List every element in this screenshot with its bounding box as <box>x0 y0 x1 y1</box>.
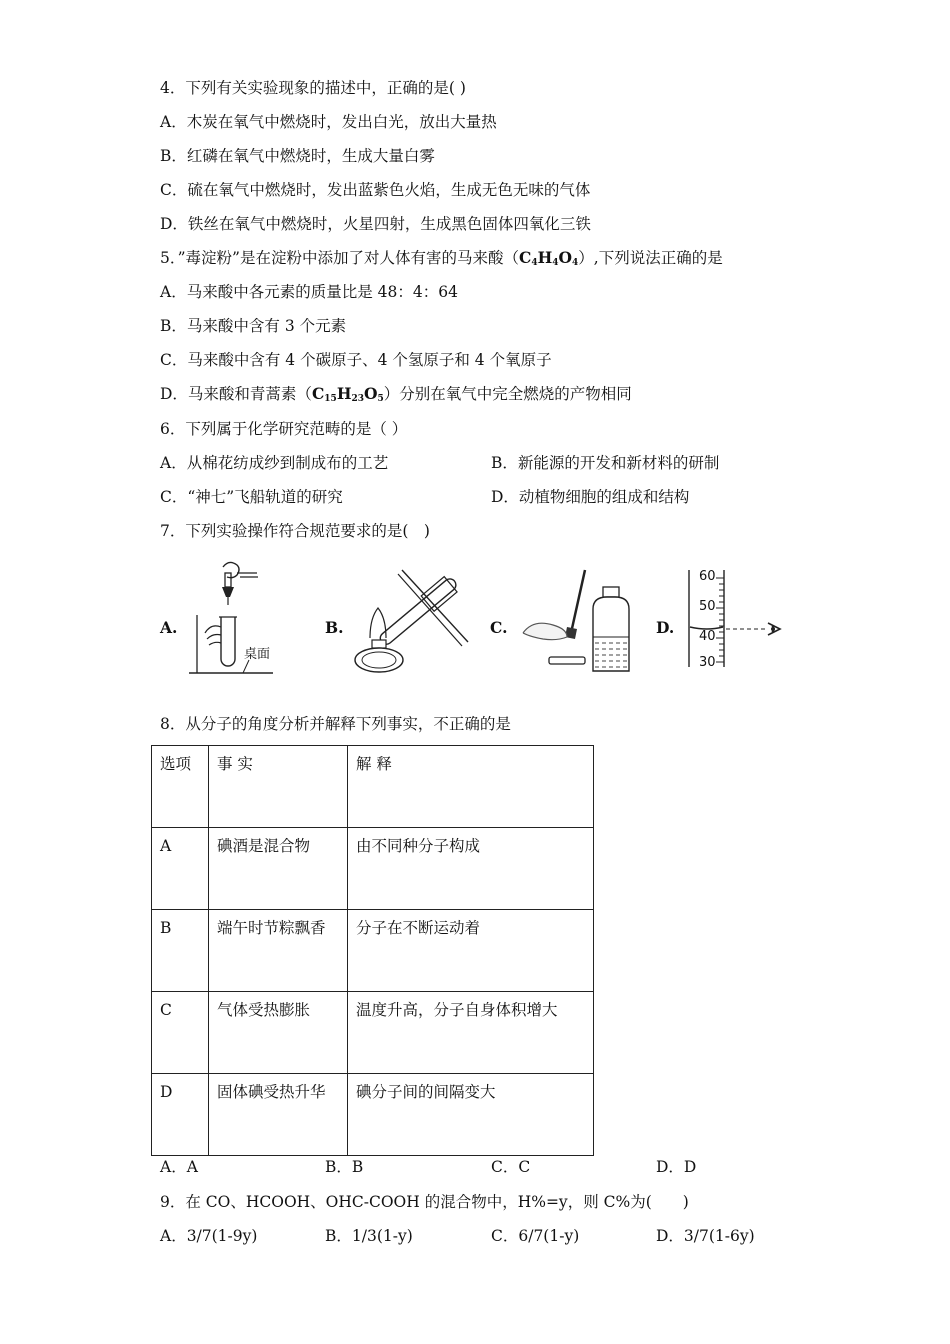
q7-label-a: A. <box>160 618 178 637</box>
table-cell: 分子在不断运动着 <box>348 910 594 992</box>
q8-option-a: A．A <box>160 1158 198 1176</box>
q9-option-d: D．3/7(1-6y) <box>656 1227 755 1245</box>
q5-formula: $C_4H_4O_4$ <box>518 248 579 268</box>
cylinder-tick-40: 40 <box>699 629 716 644</box>
q6-option-d: D．动植物细胞的组成和结构 <box>491 488 690 506</box>
q5-option-a: A．马来酸中各元素的质量比是 48：4：64 <box>160 283 458 301</box>
q5-d-formula: $C_{15}H_{23}O_5$ <box>311 384 384 404</box>
q8-option-b: B．B <box>325 1158 364 1176</box>
q5-stem <box>160 248 723 273</box>
table-cell: 气体受热膨胀 <box>209 992 348 1074</box>
q5-option-d: D．马来酸和青蒿素$(C_{15}H_{23}O_5)$分别在氧气中完全燃烧的产物相同 <box>160 384 632 404</box>
q7-figure-d-cylinder-icon <box>680 565 790 675</box>
q5-stem-pre: 5．”毒淀粉”是在淀粉中添加了对人体有害的马来酸（ <box>160 249 519 267</box>
q7-label-d: D. <box>656 618 675 637</box>
q7-stem: 7．下列实验操作符合规范要求的是( ) <box>160 522 430 540</box>
q7-desk-label: 桌面 <box>244 647 271 662</box>
q7-label-c: C. <box>490 618 508 637</box>
q7-figure-c-pour-icon <box>515 565 645 680</box>
q5-option-c: C．马来酸中含有 4 个碳原子、4 个氢原子和 4 个氧原子 <box>160 351 552 369</box>
cylinder-tick-30: 30 <box>699 655 716 670</box>
table-row <box>152 1074 594 1156</box>
header-cell: 解 释 <box>348 746 594 828</box>
q9-option-c: C．6/7(1-y) <box>491 1227 580 1245</box>
header-cell: 选项 <box>152 746 209 828</box>
table-cell: 端午时节粽飘香 <box>209 910 348 992</box>
cylinder-tick-60: 60 <box>699 569 716 584</box>
table-header-row <box>152 746 594 828</box>
table-row <box>152 910 594 992</box>
q9-stem: 9．在 CO、HCOOH、OHC-COOH 的混合物中，H%=y，则 C%为( ) <box>160 1193 689 1211</box>
q7-figure-b-heating-icon <box>350 560 470 680</box>
q9-option-b: B．1/3(1-y) <box>325 1227 413 1245</box>
table-cell: 由不同种分子构成 <box>348 828 594 910</box>
q5-option-b: B．马来酸中含有 3 个元素 <box>160 317 347 335</box>
table-cell: 碘酒是混合物 <box>209 828 348 910</box>
q9-option-a: A．3/7(1-9y) <box>160 1227 258 1245</box>
q8-table <box>151 745 594 1156</box>
table-row <box>152 992 594 1074</box>
q6-stem: 6．下列属于化学研究范畴的是（ ） <box>160 420 408 438</box>
q6-option-a: A．从棉花纺成纱到制成布的工艺 <box>160 454 389 472</box>
table-cell: D <box>152 1074 209 1156</box>
q4-option-a: A．木炭在氧气中燃烧时，发出白光，放出大量热 <box>160 113 497 131</box>
q4-option-c: C．硫在氧气中燃烧时，发出蓝紫色火焰，生成无色无味的气体 <box>160 181 591 199</box>
table-cell: B <box>152 910 209 992</box>
cylinder-tick-50: 50 <box>699 599 716 614</box>
table-cell: C <box>152 992 209 1074</box>
table-cell: 固体碘受热升华 <box>209 1074 348 1156</box>
q4-stem: 4．下列有关实验现象的描述中，正确的是( ) <box>160 79 466 97</box>
table-cell: A <box>152 828 209 910</box>
table-cell: 碘分子间的间隔变大 <box>348 1074 594 1156</box>
q8-stem: 8．从分子的角度分析并解释下列事实，不正确的是 <box>160 715 511 733</box>
q8-option-d: D．D <box>656 1158 697 1176</box>
q6-option-b: B．新能源的开发和新材料的研制 <box>491 454 720 472</box>
table-cell: 温度升高，分子自身体积增大 <box>348 992 594 1074</box>
q4-option-d: D．铁丝在氧气中燃烧时，火星四射，生成黑色固体四氧化三铁 <box>160 215 591 233</box>
q4-option-b: B．红磷在氧气中燃烧时，生成大量白雾 <box>160 147 435 165</box>
q5-stem-post: ）,下列说法正确的是 <box>578 249 723 267</box>
header-cell: 事 实 <box>209 746 348 828</box>
q8-option-c: C．C <box>491 1158 531 1176</box>
q6-option-c: C．“神七”飞船轨道的研究 <box>160 488 343 506</box>
q7-label-b: B. <box>325 618 344 637</box>
table-row <box>152 828 594 910</box>
